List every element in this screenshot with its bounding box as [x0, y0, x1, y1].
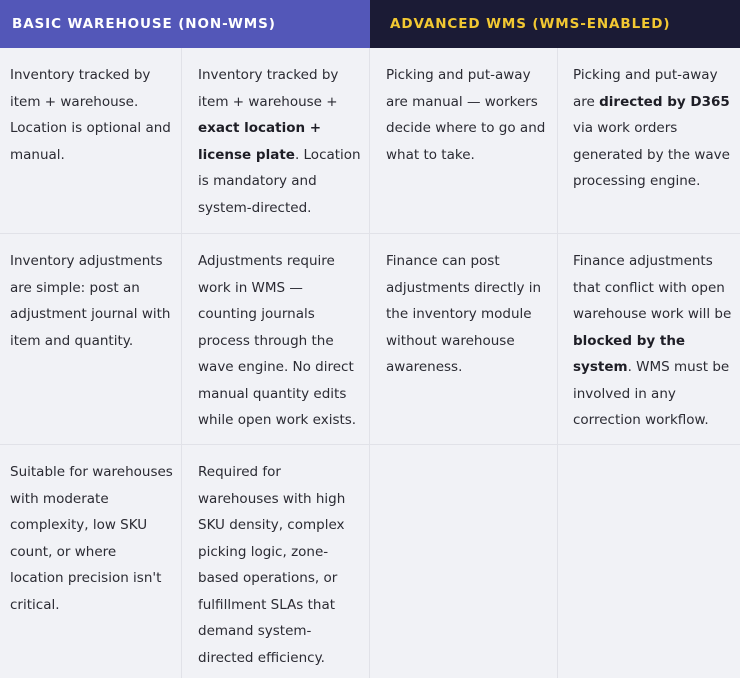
table-header — [0, 0, 740, 48]
table-row — [0, 445, 740, 678]
table-cell: Finance can post adjustments directly in the inventory module without warehouse awareness. — [370, 234, 558, 444]
table-cell: Picking and put-away are directed by D365 via work orders generated by the wave processing engine. — [573, 67, 730, 189]
table-row — [0, 48, 740, 234]
header-advanced-wms: ADVANCED WMS (WMS-ENABLED) — [370, 0, 740, 48]
table-cell: Finance adjustments that conflict with open warehouse work will be blocked by the system. WMS must be involved in any correction workflow. — [573, 253, 732, 428]
table-cell: Picking and put-away are manual — workers decide where to go and what to take. — [370, 48, 558, 233]
table-cell: Required for warehouses with high SKU density, complex picking logic, zone-based operations, or fulfillment SLAs that demand system-directed efficiency. — [182, 445, 370, 678]
table-cell: Inventory tracked by item + warehouse. Location is optional and manual. — [0, 48, 182, 233]
table-cell: Inventory adjustments are simple: post an adjustment journal with item and quantity. — [0, 234, 182, 444]
table-row — [0, 234, 740, 445]
header-basic-warehouse: BASIC WAREHOUSE (NON-WMS) — [0, 0, 370, 48]
table-cell: Adjustments require work in WMS — counting journals process through the wave engine. No direct manual quantity edits while open work exists. — [182, 234, 370, 444]
table-cell: Suitable for warehouses with moderate complexity, low SKU count, or where location precision isn't critical. — [0, 445, 182, 678]
table-cell-empty — [370, 445, 558, 678]
table-cell-empty — [558, 445, 740, 678]
table-cell: Inventory tracked by item + warehouse + exact location + license plate. Location is mandatory and system-directed. — [182, 48, 370, 233]
